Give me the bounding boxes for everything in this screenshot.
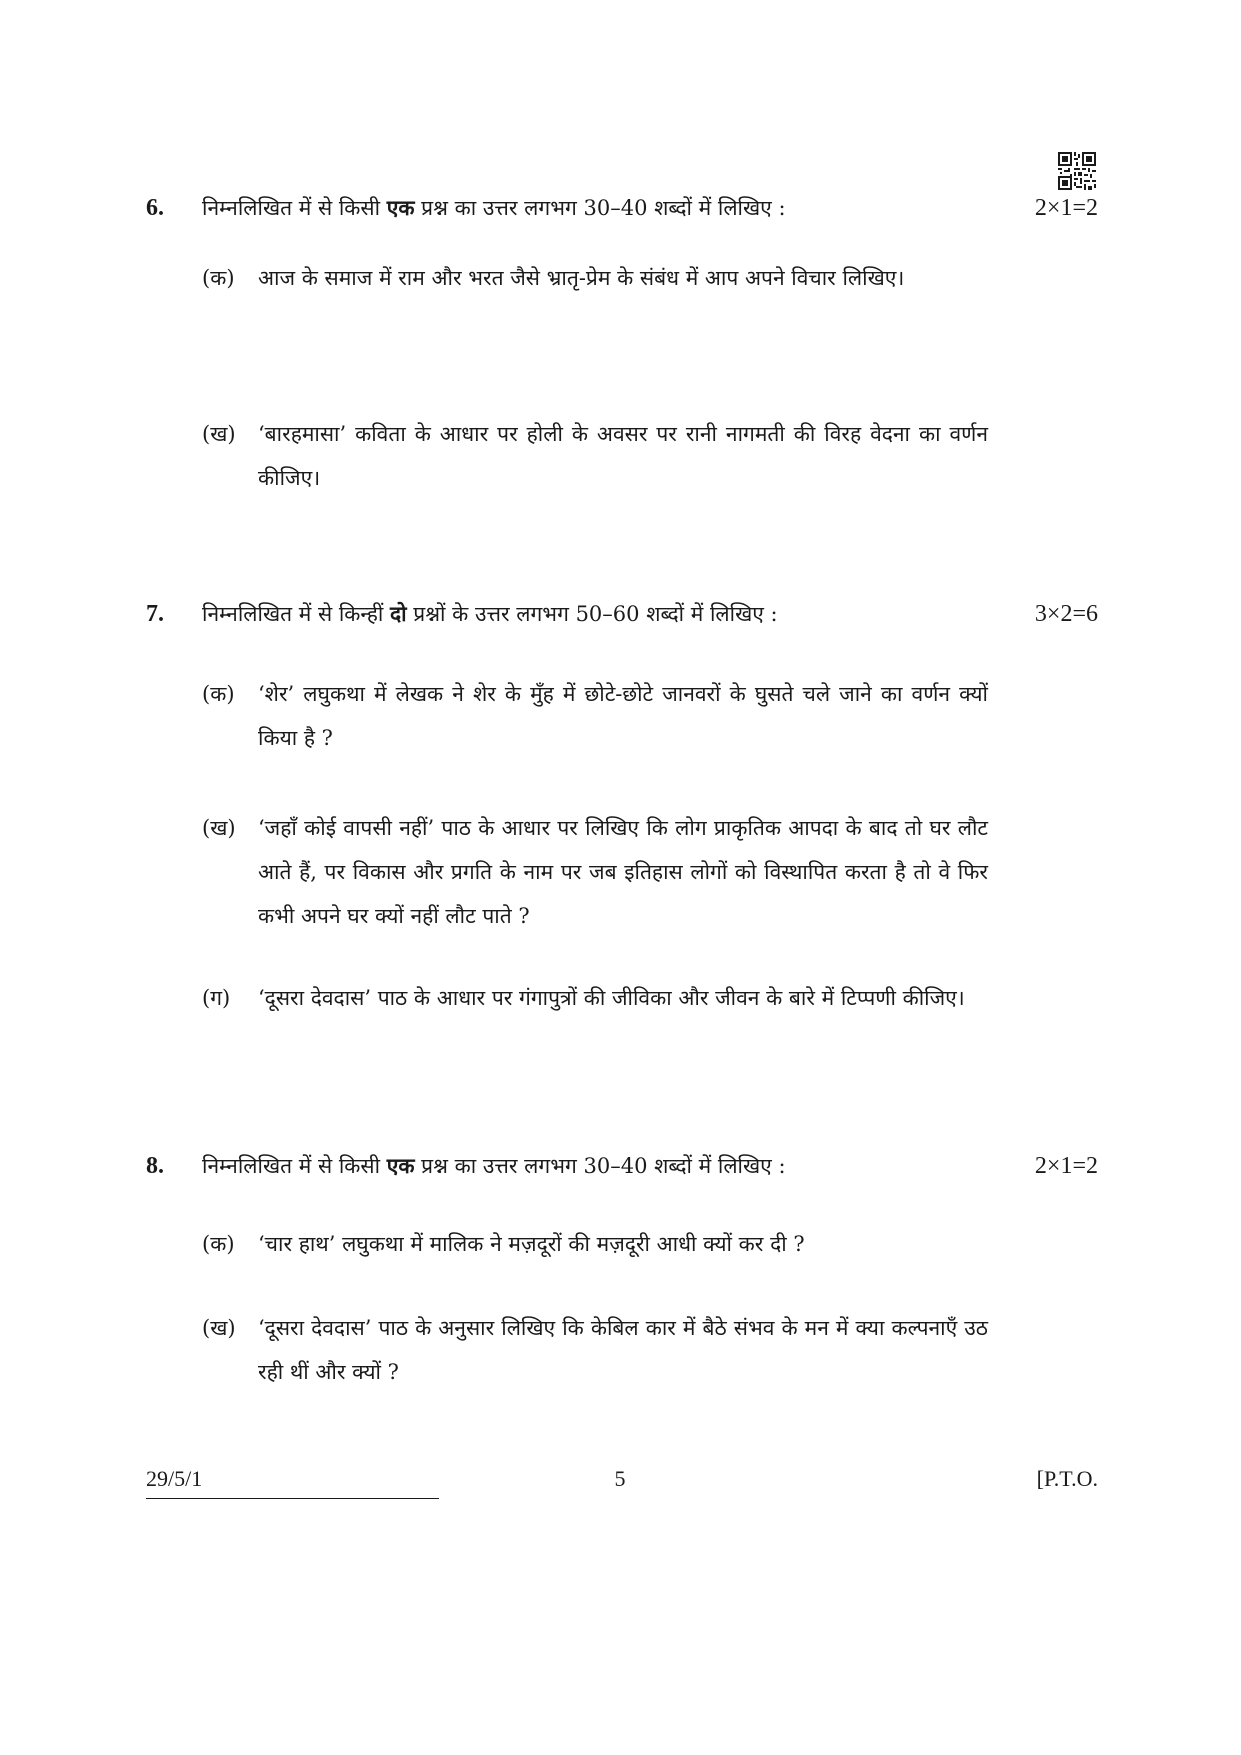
qr-code-icon xyxy=(1058,152,1096,190)
option-label: (ख) xyxy=(202,422,236,446)
question-marks: 2×1=2 xyxy=(1034,195,1098,221)
question-7 xyxy=(0,594,1241,634)
question-instruction: निम्नलिखित में से किन्हीं दो प्रश्नों के उत्तर लगभग 50–60 शब्दों में लिखिए : xyxy=(202,601,778,626)
option-label: (क) xyxy=(202,682,235,706)
option-text: ‘दूसरा देवदास’ पाठ के अनुसार लिखिए कि केबिल कार में बैठे संभव के मन में क्या कल्पनाएँ उठ रही थीं और क्यों ? xyxy=(258,1316,988,1384)
option-text: ‘चार हाथ’ लघुकथा में मालिक ने मज़दूरों की मज़दूरी आधी क्यों कर दी ? xyxy=(258,1232,805,1256)
page-number: 5 xyxy=(614,1466,626,1491)
option-text: ‘दूसरा देवदास’ पाठ के आधार पर गंगापुत्रों की जीविका और जीवन के बारे में टिप्पणी कीजिए। xyxy=(258,986,965,1010)
option-label: (क) xyxy=(202,1232,235,1256)
paper-code: 29/5/1 xyxy=(146,1466,203,1491)
option-text: ‘जहाँ कोई वापसी नहीं’ पाठ के आधार पर लिखिए कि लोग प्राकृतिक आपदा के बाद तो घर लौट आते हैं, पर विकास और प्रगति के नाम पर जब इतिहास लोगों को विस्थापित करता है तो वे फिर कभी अपने घर क्यों नहीं लौट पाते ? xyxy=(258,816,988,928)
option-text: ‘शेर’ लघुकथा में लेखक ने शेर के मुँह में छोटे-छोटे जानवरों के घुसते चले जाने का वर्णन क्यों किया है ? xyxy=(258,682,988,750)
option-label: (क) xyxy=(202,266,235,290)
question-header xyxy=(0,594,1241,634)
question-marks: 3×2=6 xyxy=(1034,601,1098,627)
question-number: 8. xyxy=(146,1153,164,1179)
question-marks: 2×1=2 xyxy=(1034,1153,1098,1179)
option-label: (ग) xyxy=(202,986,231,1010)
question-6 xyxy=(0,188,1241,228)
pto-note: [P.T.O. xyxy=(1036,1466,1098,1491)
question-header xyxy=(0,1146,1241,1186)
option-text: ‘बारहमासा’ कविता के आधार पर होली के अवसर पर रानी नागमती की विरह वेदना का वर्णन कीजिए। xyxy=(258,422,988,490)
question-header xyxy=(0,188,1241,228)
question-number: 6. xyxy=(146,195,164,221)
option-text: आज के समाज में राम और भरत जैसे भ्रातृ-प्रेम के संबंध में आप अपने विचार लिखिए। xyxy=(258,266,905,290)
option-label: (ख) xyxy=(202,816,236,840)
question-instruction: निम्नलिखित में से किसी एक प्रश्न का उत्तर लगभग 30–40 शब्दों में लिखिए : xyxy=(202,195,786,220)
question-8 xyxy=(0,1146,1241,1186)
question-number: 7. xyxy=(146,601,164,627)
option-label: (ख) xyxy=(202,1316,236,1340)
question-instruction: निम्नलिखित में से किसी एक प्रश्न का उत्तर लगभग 30–40 शब्दों में लिखिए : xyxy=(202,1153,786,1178)
footer-rule xyxy=(146,1498,439,1499)
